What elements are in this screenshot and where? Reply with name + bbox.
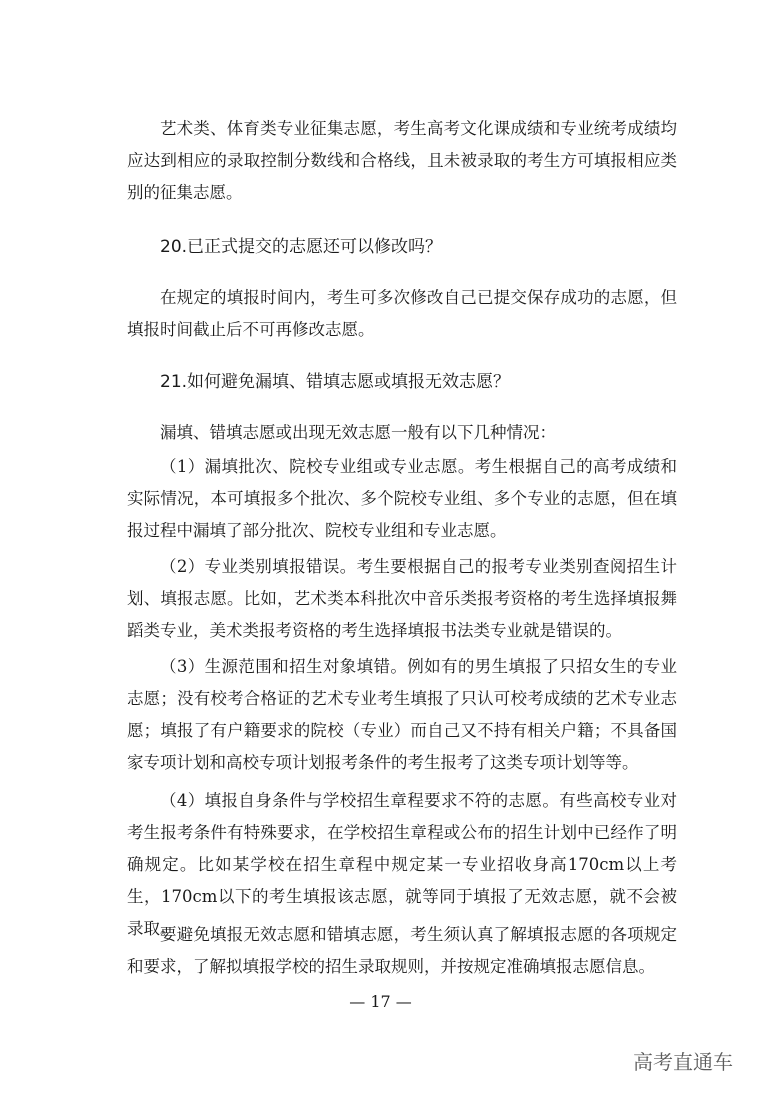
paragraph-situations-intro: 漏填、错填志愿或出现无效志愿一般有以下几种情况： <box>160 423 556 442</box>
question-heading-21: 21.如何避免漏填、错填志愿或填报无效志愿？ <box>160 372 511 392</box>
paragraph-item-3: （3）生源范围和招生对象填错。例如有的男生填报了只招女生的专业志愿；没有校考合格证的艺术专业考生填报了只认可校考成绩的艺术专业志愿；填报了有户籍要求的院校（专业）而自己又不持有相关户籍；不具备国家专项计划和高校专项计划报考条件的考生报考了这类专项计划等等。 <box>127 657 677 772</box>
paragraph-item-4: （4）填报自身条件与学校招生章程要求不符的志愿。有些高校专业对考生报考条件有特殊要求，在学校招生章程或公布的招生计划中已经作了明确规定。比如某学校在招生章程中规定某一专业招收身高170cm以上考生，170cm以下的考生填报该志愿，就等同于填报了无效志愿，就不会被录取。 <box>127 791 677 938</box>
paragraph-modify-answer: 在规定的填报时间内，考生可多次修改自己已提交保存成功的志愿，但填报时间截止后不可再修改志愿。 <box>127 288 677 339</box>
paragraph-item-1: （1）漏填批次、院校专业组或专业志愿。考生根据自己的高考成绩和实际情况，本可填报多个批次、多个院校专业组、多个专业的志愿，但在填报过程中漏填了部分批次、院校专业组和专业志愿。 <box>127 457 677 540</box>
paragraph-art-sports-collection: 艺术类、体育类专业征集志愿，考生高考文化课成绩和专业统考成绩均应达到相应的录取控制分数线和合格线，且未被录取的考生方可填报相应类别的征集志愿。 <box>127 119 677 202</box>
question-heading-20: 20.已正式提交的志愿还可以修改吗？ <box>160 237 443 257</box>
paragraph-item-2: （2）专业类别填报错误。考生要根据自己的报考专业类别查阅招生计划、填报志愿。比如，艺术类本科批次中音乐类报考资格的考生选择填报舞蹈类专业，美术类报考资格的考生选择填报书法类专业就是错误的。 <box>127 557 677 640</box>
page-number: — 17 — <box>349 992 412 1011</box>
paragraph-conclusion: 要避免填报无效志愿和错填志愿，考生须认真了解填报志愿的各项规定和要求，了解拟填报学校的招生录取规则，并按规定准确填报志愿信息。 <box>127 925 677 976</box>
watermark-text: 高考直通车 <box>633 1050 733 1074</box>
